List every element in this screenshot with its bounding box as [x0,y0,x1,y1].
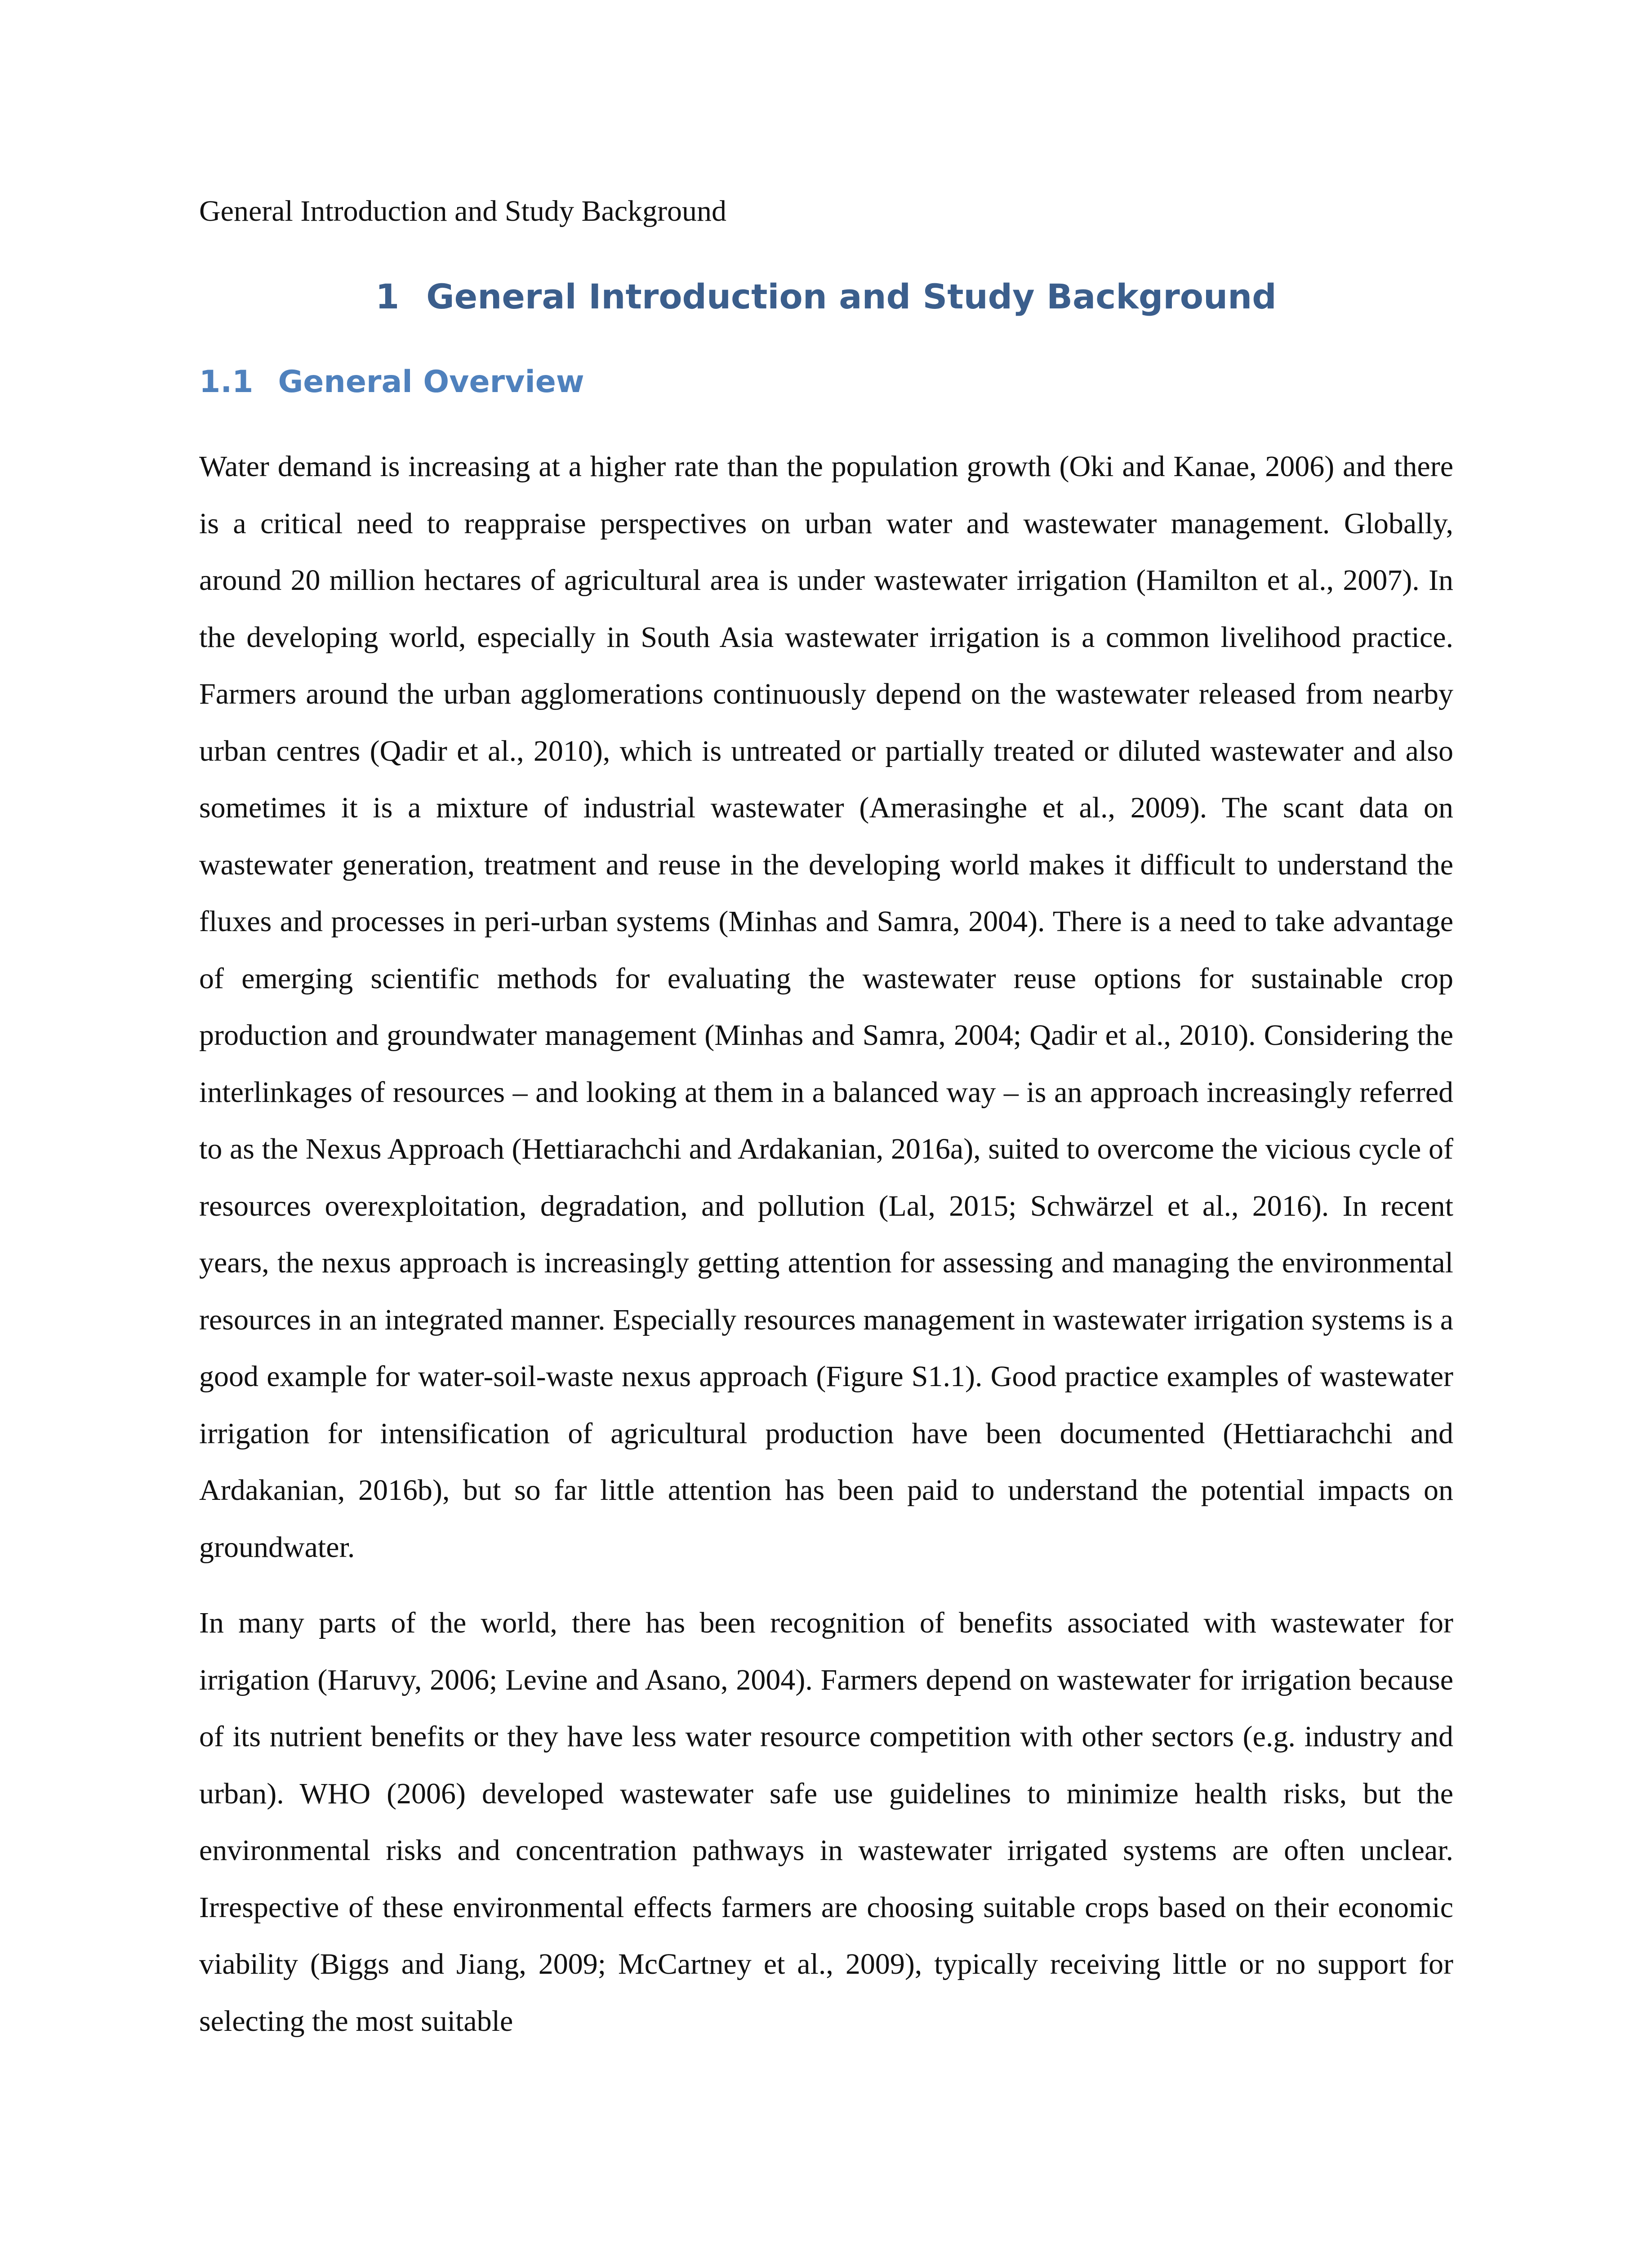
paragraph-benefits: In many parts of the world, there has been recognition of benefits associated with wastewater for irrigation (Haruvy, 2006; Levine and Asano, 2004). Farmers depend on wastewater for irrigation because of its nutrient benefits or they have less water resource competition with other sectors (e.g. industry and urban). WHO (2006) developed wastewater safe use guidelines to minimize health risks, but the environmental risks and concentration pathways in wastewater irrigated systems are often unclear. Irrespective of these environmental effects farmers are choosing suitable crops based on their economic viability (Biggs and Jiang, 2009; McCartney et al., 2009), typically receiving little or no support for selecting the most suitable [199,1606,1453,2038]
chapter-number: 1 [375,277,400,317]
section-number: 1.1 [199,364,254,400]
paragraph-overview: Water demand is increasing at a higher rate than the population growth (Oki and Kanae, 2006) and there is a critical need to reappraise perspectives on urban water and wastewater management. Globally, around 20 million hectares of agricultural area is under wastewater irrigation (Hamilton et al., 2007). In the developing world, especially in South Asia wastewater irrigation is a common livelihood practice. Farmers around the urban agglomerations continuously depend on the wastewater released from nearby urban centres (Qadir et al., 2010), which is untreated or partially treated or diluted wastewater and also sometimes it is a mixture of industrial wastewater (Amerasinghe et al., 2009). The scant data on wastewater generation, treatment and reuse in the developing world makes it difficult to understand the fluxes and processes in peri-urban systems (Minhas and Samra, 2004). There is a need to take advantage of emerging scientific methods for evaluating the wastewater reuse options for sustainable crop production and groundwater management (Minhas and Samra, 2004; Qadir et al., 2010). Considering the interlinkages of resources – and looking at them in a balanced way – is an approach increasingly referred to as the Nexus Approach (Hettiarachchi and Ardakanian, 2016a), suited to overcome the vicious cycle of resources overexploitation, degradation, and pollution (Lal, 2015; Schwärzel et al., 2016). In recent years, the nexus approach is increasingly getting attention for assessing and managing the environmental resources in an integrated manner. Especially resources management in wastewater irrigation systems is a good example for water-soil-waste nexus approach (Figure S1.1). Good practice examples of wastewater irrigation for intensification of agricultural production have been documented (Hettiarachchi and Ardakanian, 2016b), but so far little attention has been paid to understand the potential impacts on groundwater. [199,450,1453,1564]
chapter-heading [0,272,1652,321]
section-title: General Overview [278,364,584,400]
body-text [199,438,1453,2069]
section-heading [199,360,584,405]
running-header: General Introduction and Study Background [199,195,727,227]
chapter-title: General Introduction and Study Background [426,277,1277,317]
